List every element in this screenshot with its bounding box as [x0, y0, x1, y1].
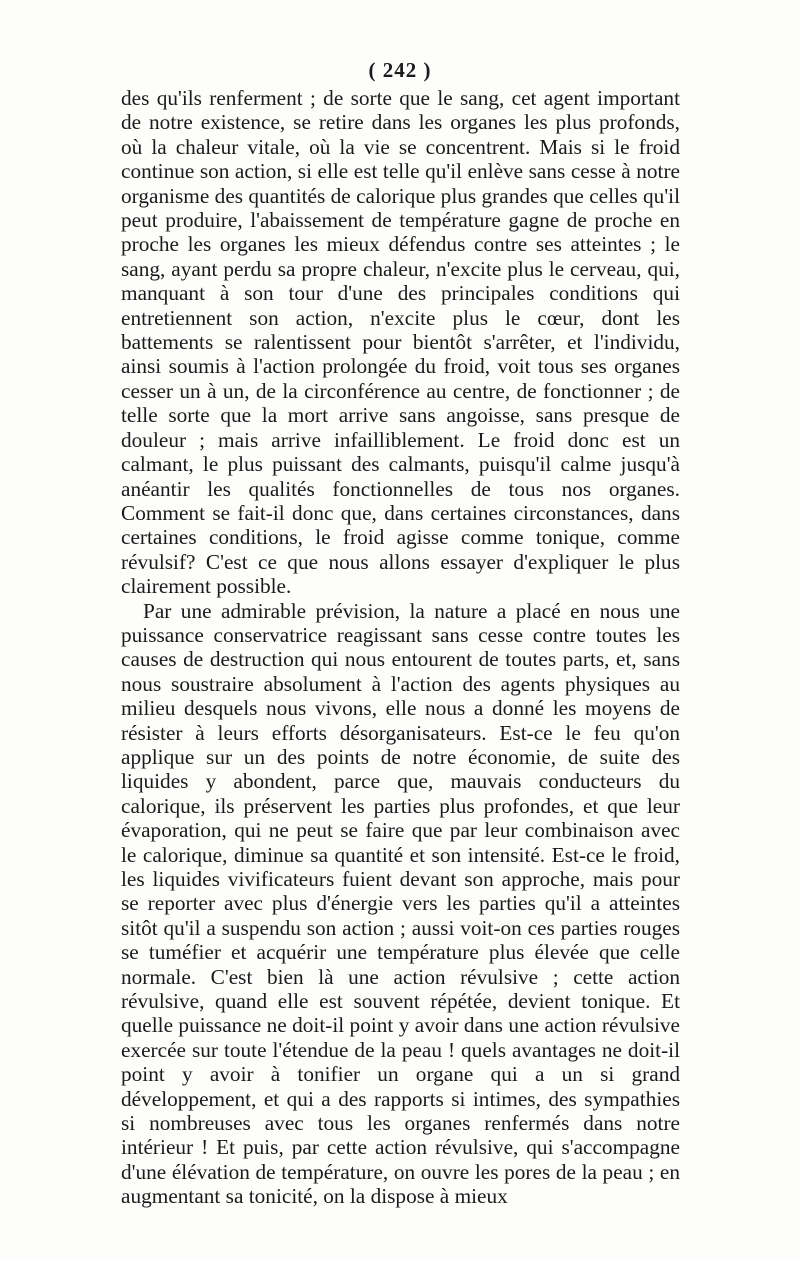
body-text	[121, 86, 680, 1209]
page-number: ( 242 )	[368, 58, 432, 82]
paragraph-nature-preservation: Par une admirable prévision, la nature a placé en nous une puissance conservatrice reagissant sans cesse contre toutes les causes de destruction qui nous entourent de toutes parts, et, sans nous soustraire absolument à l'action des agents physiques au milieu desquels nous vivons, elle nous a donné les moyens de résister à leurs efforts désorganisateurs. Est-ce le feu qu'on applique sur un des points de notre économie, de suite des liquides y abondent, parce que, mauvais conducteurs du calorique, ils préservent les parties plus profondes, et que leur évaporation, qui ne peut se faire que par leur combinaison avec le calorique, diminue sa quantité et son intensité. Est-ce le froid, les liquides vivificateurs fuient devant son approche, mais pour se reporter avec plus d'énergie vers les parties qu'il a atteintes sitôt qu'il a suspendu son action ; aussi voit-on ces parties rouges se tuméfier et acquérir une température plus élevée que celle normale. C'est bien là une action révulsive ; cette action révulsive, quand elle est souvent répétée, devient tonique. Et quelle puissance ne doit-il point y avoir dans une action révulsive exercée sur toute l'étendue de la peau ! quels avantages ne doit-il point y avoir à tonifier un organe qui a un si grand développement, et qui a des rapports si intimes, des sympathies si nombreuses avec tous les organes renfermés dans notre intérieur ! Et puis, par cette action révulsive, qui s'accompagne d'une élévation de température, on ouvre les pores de la peau ; en augmentant sa tonicité, on la dispose à mieux	[121, 598, 680, 1209]
paragraph-continuation: des qu'ils renferment ; de sorte que le sang, cet agent important de notre existence, se retire dans les organes les plus profonds, où la chaleur vitale, où la vie se concentrent. Mais si le froid continue son action, si elle est telle qu'il enlève sans cesse à notre organisme des quantités de calorique plus grandes que celles qu'il peut produire, l'abaissement de température gagne de proche en proche les organes les mieux défendus contre ses atteintes ; le sang, ayant perdu sa propre chaleur, n'excite plus le cerveau, qui, manquant à son tour d'une des principales conditions qui entretiennent son action, n'excite plus le cœur, dont les battements se ralentissent pour bientôt s'arrêter, et l'individu, ainsi soumis à l'action prolongée du froid, voit tous ses organes cesser un à un, de la circonférence au centre, de fonctionner ; de telle sorte que la mort arrive sans angoisse, sans presque de douleur ; mais arrive infailliblement. Le froid donc est un calmant, le plus puissant des calmants, puisqu'il calme jusqu'à anéantir les qualités fonctionnelles de tous nos organes. Comment se fait-il donc que, dans certaines circonstances, dans certaines conditions, le froid agisse comme tonique, comme révulsif? C'est ce que nous allons essayer d'expliquer le plus clairement possible.	[121, 86, 680, 599]
